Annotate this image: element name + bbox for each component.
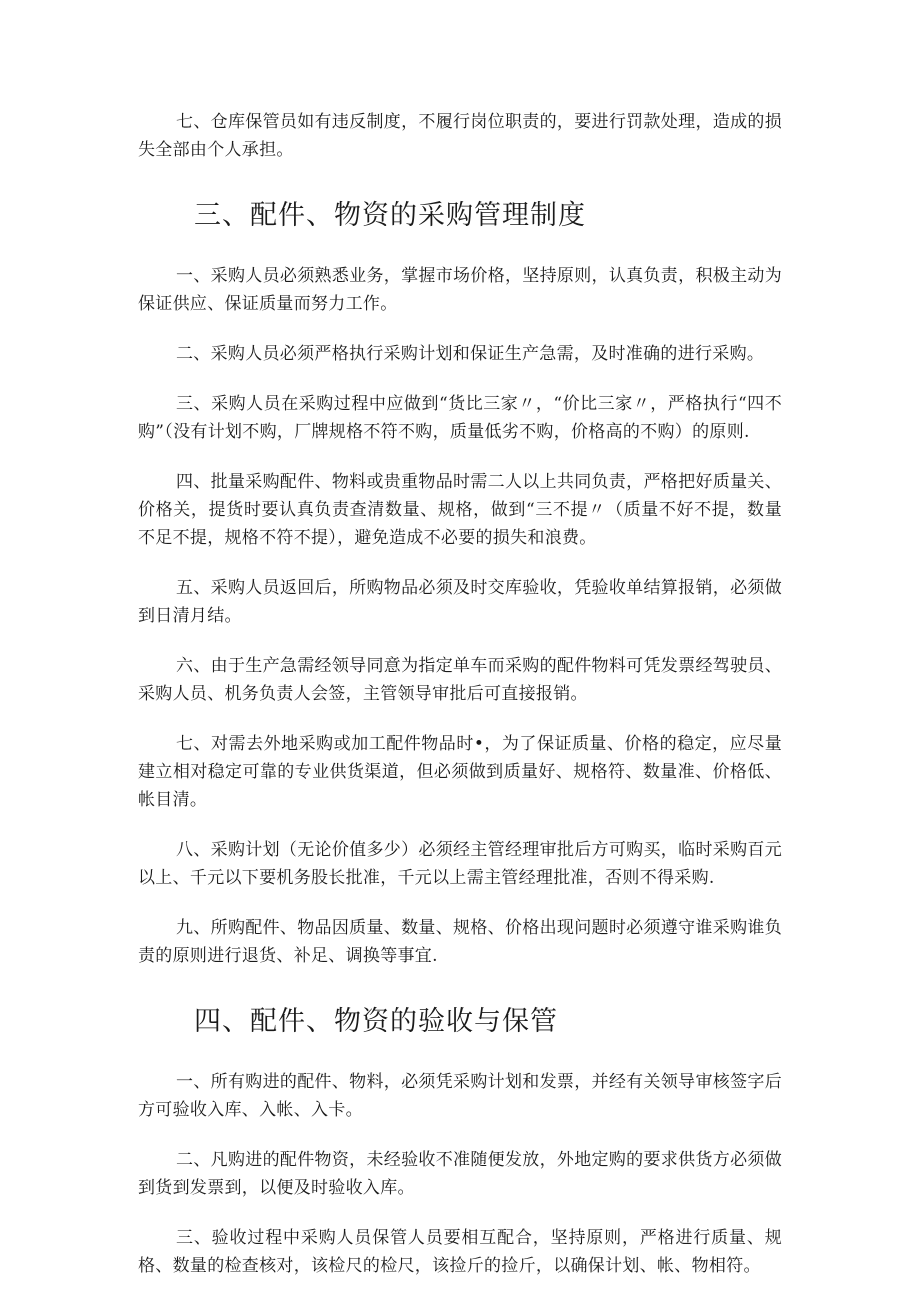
section-heading-inspection-storage: 四、配件、物资的验收与保管 — [194, 1006, 558, 1037]
procurement-paragraph-6: 六、由于生产急需经领导同意为指定单车而采购的配件物料可凭发票经驾驶员、采购人员、机务负责人会签，主管领导审批后可直接报销。 — [138, 656, 782, 704]
inspection-paragraph-3: 三、验收过程中采购人员保管人员要相互配合，坚持原则，严格进行质量、规格、数量的检查核对，该检尺的检尺，该捡斤的捡斤，以确保计划、帐、物相符。 — [138, 1228, 782, 1276]
section-inspection-storage — [138, 1004, 782, 1280]
intro-paragraph-7: 七、仓库保管员如有违反制度，不履行岗位职责的，要进行罚款处理，造成的损失全部由个人承担。 — [138, 112, 782, 160]
procurement-paragraph-7: 七、对需去外地采购或加工配件物品时•，为了保证质量、价格的稳定，应尽量建立相对稳定可靠的专业供货渠道，但必须做到质量好、规格符、数量准、价格低、帐目清。 — [138, 734, 782, 810]
procurement-paragraph-9: 九、所购配件、物品因质量、数量、规格、价格出现问题时必须遵守谁采购谁负责的原则进行退货、补足、调换等事宜. — [138, 918, 782, 966]
procurement-paragraph-1: 一、采购人员必须熟悉业务，掌握市场价格，坚持原则，认真负责，积极主动为保证供应、保证质量而努力工作。 — [138, 266, 782, 314]
section-heading-procurement: 三、配件、物资的采购管理制度 — [194, 200, 586, 231]
section-procurement — [138, 198, 782, 970]
procurement-paragraph-8: 八、采购计划（无论价值多少）必须经主管经理审批后方可购买，临时采购百元以上、千元以下要机务股长批准，千元以上需主管经理批准，否则不得采购. — [138, 840, 782, 888]
procurement-paragraph-3: 三、采购人员在采购过程中应做到“货比三家〃，“价比三家〃，严格执行“四不购”（没有计划不购，厂牌规格不符不购，质量低劣不购，价格高的不购）的原则. — [138, 394, 782, 442]
procurement-paragraph-2: 二、采购人员必须严格执行采购计划和保证生产急需，及时准确的进行采购。 — [176, 344, 765, 364]
procurement-paragraph-4: 四、批量采购配件、物料或贵重物品时需二人以上共同负责，严格把好质量关、价格关，提货时要认真负责查清数量、规格，做到“三不提〃（质量不好不提，数量不足不提，规格不符不提），避免造成不必要的损失和浪费。 — [138, 472, 782, 548]
inspection-paragraph-2: 二、凡购进的配件物资，未经验收不准随便发放，外地定购的要求供货方必须做到货到发票到，以便及时验收入库。 — [138, 1150, 782, 1198]
procurement-paragraph-5: 五、采购人员返回后，所购物品必须及时交库验收，凭验收单结算报销，必须做到日清月结。 — [138, 578, 782, 626]
inspection-paragraph-1: 一、所有购进的配件、物料，必须凭采购计划和发票，并经有关领导审核签字后方可验收入库、入帐、入卡。 — [138, 1072, 782, 1120]
